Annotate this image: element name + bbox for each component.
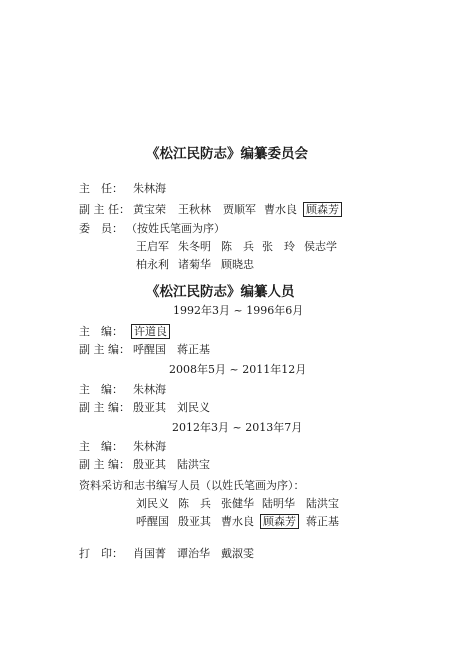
member-3: 陈 兵 [221, 240, 254, 253]
writer-7: 殷亚其 [178, 515, 211, 528]
chair-name: 朱林海 [133, 182, 166, 195]
vice-member-1: 黄宝荣 [133, 203, 166, 216]
period-3-deputy-label: 副 主 编： [79, 458, 130, 471]
writer-10: 蒋正基 [306, 515, 339, 528]
staff-title: 《松江民防志》编纂人员 [146, 284, 295, 300]
member-4: 张 玲 [262, 240, 295, 253]
period-3-range: 2012年3月 ~ 2013年7月 [172, 421, 303, 434]
member-5: 侯志学 [304, 240, 337, 253]
period-1-editor-label: 主 编： [79, 325, 123, 338]
vice-member-3: 贾顺军 [223, 203, 256, 216]
typing-label: 打 印： [79, 547, 123, 560]
vice-member-4: 曹水良 [264, 203, 297, 216]
typists: 肖国菁 谭治华 戴淑雯 [133, 547, 254, 560]
chair-label: 主 任： [79, 182, 123, 195]
vice-member-2: 王秋林 [178, 203, 211, 216]
writer-3: 张健华 [221, 497, 254, 510]
period-2-editor-label: 主 编： [79, 383, 123, 396]
members-label: 委 员： [79, 222, 123, 235]
period-3-editor: 朱林海 [133, 440, 166, 453]
period-2-editor: 朱林海 [133, 383, 166, 396]
period-3-editor-label: 主 编： [79, 440, 123, 453]
period-2-deputies: 殷亚其 刘民义 [133, 401, 210, 414]
writer-9-highlighted: 顾森芳 [260, 514, 299, 529]
members-order-note: （按姓氏笔画为序） [126, 222, 225, 235]
writer-8: 曹水良 [221, 515, 254, 528]
writer-1: 刘民义 [136, 497, 169, 510]
vice-chair-label: 副 主 任： [79, 203, 130, 216]
period-3-deputies: 殷亚其 陆洪宝 [133, 458, 210, 471]
period-1-range: 1992年3月 ~ 1996年6月 [173, 304, 304, 317]
writer-6: 呼醒国 [136, 515, 169, 528]
period-1-deputy-label: 副 主 编： [79, 343, 130, 356]
vice-member-5-highlighted: 顾森芳 [303, 202, 342, 217]
member-8: 顾晓忠 [221, 258, 254, 271]
member-1: 王启军 [136, 240, 169, 253]
member-2: 朱冬明 [178, 240, 211, 253]
writer-5: 陆洪宝 [306, 497, 339, 510]
period-2-range: 2008年5月 ~ 2011年12月 [169, 363, 307, 376]
writer-2: 陈 兵 [178, 497, 211, 510]
committee-title: 《松江民防志》编纂委员会 [146, 146, 308, 162]
period-1-editor-highlighted: 许道良 [131, 324, 170, 339]
writer-4: 陆明华 [262, 497, 295, 510]
period-1-deputies: 呼醒国 蒋正基 [133, 343, 210, 356]
period-2-deputy-label: 副 主 编： [79, 401, 130, 414]
writers-label: 资料采访和志书编写人员（以姓氏笔画为序）： [79, 479, 305, 492]
member-7: 诸菊华 [178, 258, 211, 271]
member-6: 柏永利 [136, 258, 169, 271]
